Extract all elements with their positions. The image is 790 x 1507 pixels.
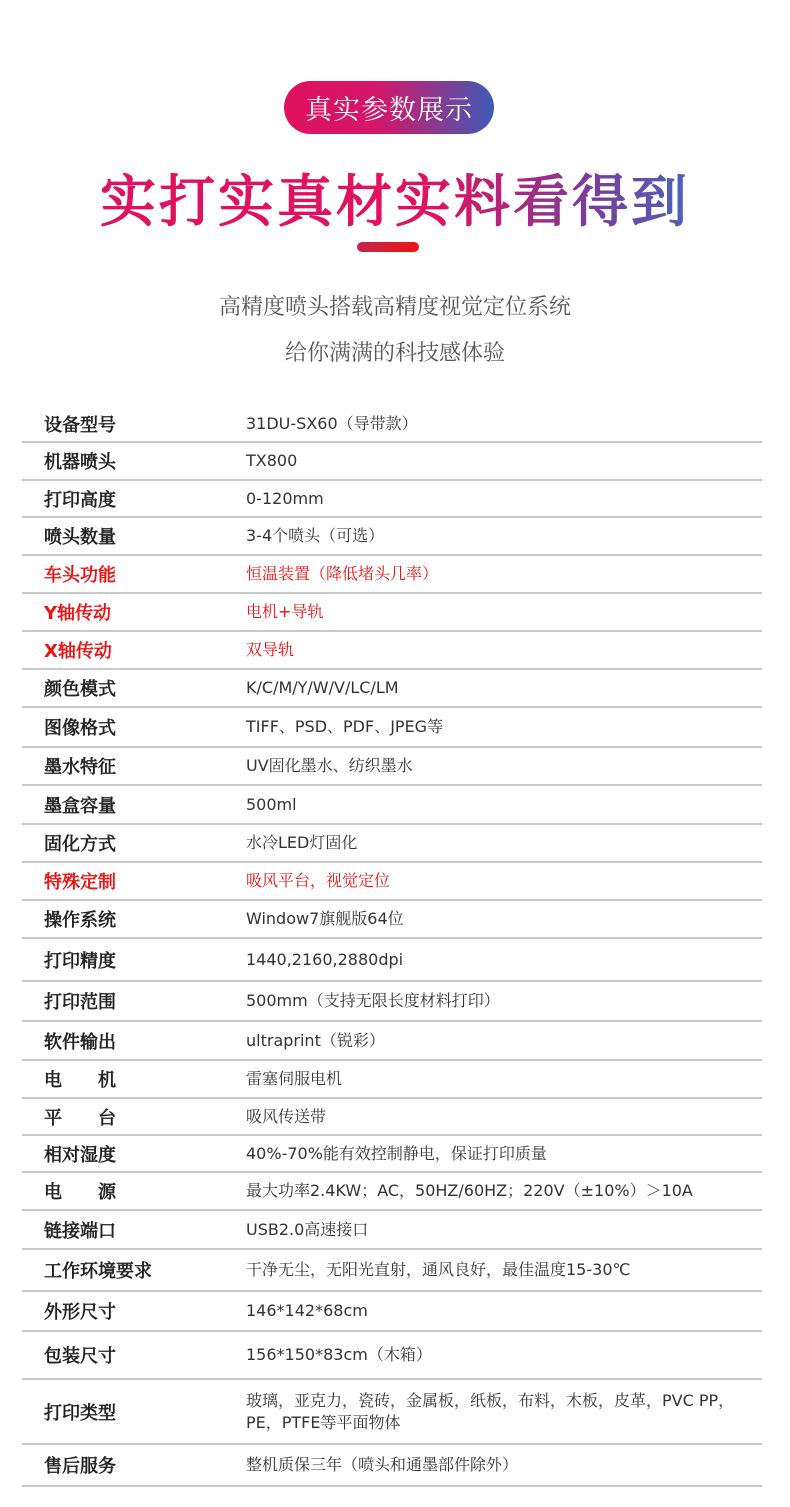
spec-row — [22, 1173, 762, 1211]
spec-value: 双导轨 — [246, 640, 295, 659]
decorative-divider — [357, 242, 419, 252]
spec-row — [22, 863, 762, 901]
spec-value: 146*142*68cm — [246, 1301, 368, 1320]
spec-row — [22, 1332, 762, 1380]
spec-label: 电 机 — [44, 1070, 116, 1091]
spec-value: 500ml — [246, 794, 297, 814]
spec-label: 工作环境要求 — [44, 1261, 152, 1282]
subtitle-line-1: 高精度喷头搭载高精度视觉定位系统 — [218, 295, 571, 320]
spec-value: 玻璃，亚克力，瓷砖，金属板，纸板，布料，木板，皮革，PVC PP，PE，PTFE等平面物体 — [246, 1390, 735, 1432]
spec-label: 机器喷头 — [44, 452, 116, 473]
spec-row — [22, 406, 762, 443]
spec-label: 设备型号 — [44, 414, 116, 436]
spec-row — [22, 786, 762, 825]
spec-row — [22, 708, 762, 748]
spec-label: 平 台 — [44, 1107, 116, 1129]
spec-row — [22, 594, 762, 632]
spec-row — [22, 1061, 762, 1099]
spec-label: 外形尺寸 — [44, 1302, 116, 1323]
spec-row — [22, 556, 762, 594]
spec-row — [22, 518, 762, 556]
spec-row — [22, 1292, 762, 1332]
spec-label: 图像格式 — [44, 718, 116, 739]
spec-label: 特殊定制 — [44, 872, 116, 893]
subtitle-line-2: 给你满满的科技感体验 — [284, 341, 505, 366]
spec-row — [22, 748, 762, 786]
spec-value: 1440,2160,2880dpi — [246, 949, 404, 969]
spec-label: 墨盒容量 — [44, 795, 116, 817]
spec-value: 40%-70%能有效控制静电，保证打印质量 — [246, 1143, 547, 1163]
spec-value: 3-4个喷头（可选） — [246, 526, 385, 545]
spec-label: X轴传动 — [44, 641, 112, 662]
spec-value: 500mm（支持无限长度材料打印） — [246, 991, 500, 1010]
spec-label: 打印范围 — [44, 992, 116, 1013]
spec-label: 包装尺寸 — [44, 1346, 116, 1367]
spec-label: 墨水特征 — [44, 757, 116, 778]
spec-value: 整机质保三年（喷头和通墨部件除外） — [246, 1455, 519, 1474]
spec-value: 恒温装置（降低堵头几率） — [246, 564, 439, 583]
spec-label: 打印高度 — [44, 489, 116, 511]
spec-value: TIFF、PSD、PDF、JPEG等 — [246, 717, 444, 736]
spec-label: 电 源 — [44, 1182, 116, 1203]
spec-row — [22, 632, 762, 670]
spec-row — [22, 1211, 762, 1250]
spec-value: 吸风传送带 — [246, 1106, 327, 1126]
spec-label: 操作系统 — [44, 910, 116, 931]
spec-value: TX800 — [246, 451, 298, 470]
spec-value: 电机+导轨 — [246, 602, 324, 621]
spec-label: 固化方式 — [44, 834, 116, 855]
spec-row — [22, 939, 762, 982]
spec-row — [22, 670, 762, 708]
spec-label: 喷头数量 — [44, 527, 116, 548]
spec-row — [22, 901, 762, 939]
section-badge: 真实参数展示 — [284, 81, 494, 134]
spec-row — [22, 1250, 762, 1292]
spec-value: 雷塞伺服电机 — [246, 1069, 343, 1088]
spec-label: 链接端口 — [44, 1220, 116, 1242]
spec-row — [22, 443, 762, 481]
spec-value: 最大功率2.4KW；AC，50HZ/60HZ；220V（±10%）＞10A — [246, 1181, 693, 1200]
spec-row — [22, 1445, 762, 1487]
spec-table — [22, 406, 762, 1487]
spec-row — [22, 1380, 762, 1445]
spec-row — [22, 1022, 762, 1061]
spec-value: 干净无尘，无阳光直射，通风良好，最佳温度15-30℃ — [246, 1260, 631, 1279]
spec-row — [22, 982, 762, 1022]
spec-row — [22, 1136, 762, 1173]
spec-value: 31DU-SX60（导带款） — [246, 413, 418, 433]
spec-label: 打印类型 — [44, 1402, 116, 1424]
spec-label: Y轴传动 — [44, 603, 112, 624]
spec-value: 水冷LED灯固化 — [246, 833, 358, 852]
spec-value: 156*150*83cm（木箱） — [246, 1345, 432, 1364]
spec-value: Window7旗舰版64位 — [246, 909, 404, 928]
spec-value: UV固化墨水、纺织墨水 — [246, 756, 413, 775]
spec-label: 软件输出 — [44, 1031, 116, 1053]
spec-label: 车头功能 — [44, 565, 116, 586]
spec-label: 售后服务 — [44, 1456, 116, 1477]
spec-value: K/C/M/Y/W/V/LC/LM — [246, 678, 399, 697]
spec-label: 打印精度 — [44, 950, 116, 972]
spec-value: USB2.0高速接口 — [246, 1219, 369, 1239]
headline: 实打实真材实料看得到 — [0, 158, 790, 238]
spec-value: ultraprint（锐彩） — [246, 1030, 385, 1050]
spec-row — [22, 1099, 762, 1136]
spec-label: 颜色模式 — [44, 679, 116, 700]
spec-value: 吸风平台，视觉定位 — [246, 871, 391, 890]
spec-label: 相对湿度 — [44, 1144, 116, 1166]
spec-value: 0-120mm — [246, 488, 324, 508]
spec-row — [22, 481, 762, 518]
spec-row — [22, 825, 762, 863]
